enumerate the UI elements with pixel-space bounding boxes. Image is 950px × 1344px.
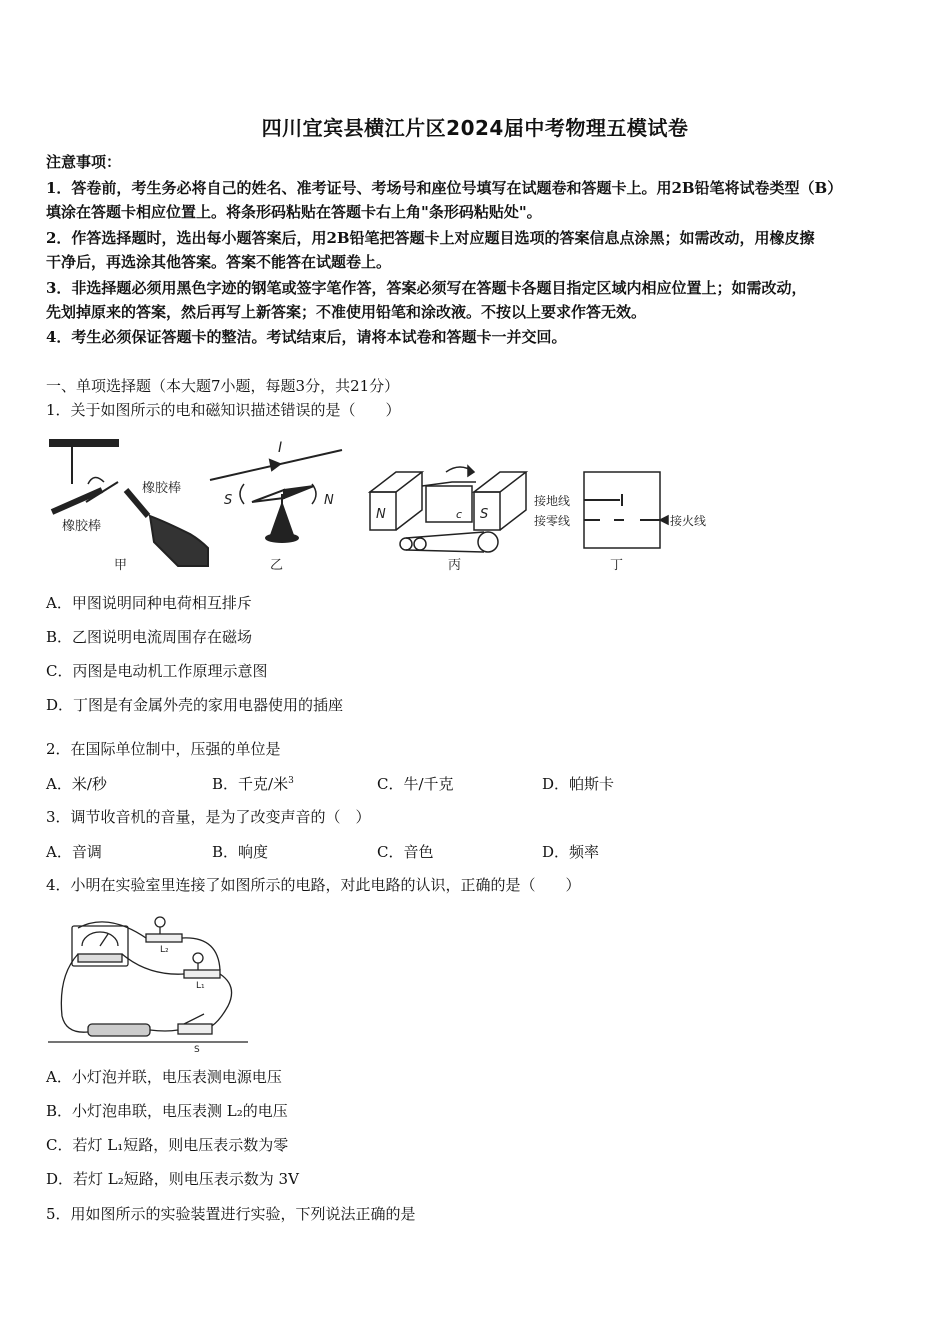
notice-line: 1．答卷前，考生务必将自己的姓名、准考证号、考场号和座位号填写在试题卷和答题卡上。用2B铅笔将试卷类型（B） <box>46 179 843 197</box>
question-3-stem: 3．调节收音机的音量，是为了改变声音的（ ） <box>46 808 371 826</box>
question-4-stem: 4．小明在实验室里连接了如图所示的电路，对此电路的认识，正确的是（ ） <box>46 876 581 894</box>
figure-caption: 乙 <box>270 558 284 573</box>
q4-option-a: A．小灯泡并联，电压表测电源电压 <box>46 1068 282 1086</box>
notice-line: 4．考生必须保证答题卡的整洁。考试结束后，请将本试卷和答题卡一并交回。 <box>46 328 567 346</box>
pole-label: S <box>224 493 233 508</box>
q2-option-c: C．牛/千克 <box>377 775 454 793</box>
socket-label: 接火线 <box>670 514 707 528</box>
socket-label: 接零线 <box>534 514 571 528</box>
q2-option-b-text: B．千克/米 <box>212 775 289 793</box>
q3-options <box>46 841 746 861</box>
q2-option-b <box>212 773 294 794</box>
q4-option-c: C．若灯 L₁短路，则电压表示数为零 <box>46 1136 289 1154</box>
q3-option-d: D．频率 <box>542 843 600 861</box>
figure-caption: 丙 <box>448 558 462 573</box>
switch-label: S <box>194 1045 200 1054</box>
notice-line: 干净后，再选涂其他答案。答案不能答在试题卷上。 <box>46 253 392 271</box>
figure-jia <box>50 440 208 566</box>
magnet-label: S <box>480 507 489 522</box>
q3-option-a: A．音调 <box>46 843 102 861</box>
question-1-stem: 1．关于如图所示的电和磁知识描述错误的是（ ） <box>46 401 401 419</box>
notice-line: 先划掉原来的答案，然后再写上新答案；不准使用铅笔和涂改液。不按以上要求作答无效。 <box>46 303 647 321</box>
figure-bing <box>370 466 526 552</box>
figure-label: 橡胶棒 <box>62 519 102 534</box>
q1-option-b: B．乙图说明电流周围存在磁场 <box>46 628 253 646</box>
q4-circuit-figure <box>48 906 248 1054</box>
q2-option-b-sup: 3 <box>288 776 294 786</box>
q4-option-b: B．小灯泡串联，电压表测 L₂的电压 <box>46 1102 288 1120</box>
q4-option-d: D．若灯 L₂短路，则电压表示数为 3V <box>46 1170 299 1188</box>
current-label: I <box>278 440 283 456</box>
notice-line: 填涂在答题卡相应位置上。将条形码粘贴在答题卡右上角"条形码粘贴处"。 <box>46 203 542 221</box>
q2-option-a: A．米/秒 <box>46 775 107 793</box>
section-heading: 一、单项选择题（本大题7小题，每题3分，共21分） <box>46 377 400 395</box>
notice-heading: 注意事项： <box>46 153 122 171</box>
question-2-stem: 2．在国际单位制中，压强的单位是 <box>46 740 281 758</box>
figure-caption: 甲 <box>114 558 128 573</box>
q3-option-b: B．响度 <box>212 843 269 861</box>
pole-label: N <box>324 493 334 508</box>
lamp-label: L₂ <box>160 945 169 955</box>
q1-figure <box>44 432 724 582</box>
figure-label: 橡胶棒 <box>142 481 182 496</box>
q1-option-a: A．甲图说明同种电荷相互排斥 <box>46 594 252 612</box>
coil-label: c <box>456 508 463 521</box>
question-5-stem: 5．用如图所示的实验装置进行实验，下列说法正确的是 <box>46 1205 416 1223</box>
q1-option-c: C．丙图是电动机工作原理示意图 <box>46 662 268 680</box>
notice-line: 3．非选择题必须用黑色字迹的钢笔或签字笔作答，答案必须写在答题卡各题目指定区域内相应位置上；如需改动， <box>46 279 807 297</box>
notice-line: 2．作答选择题时，选出每小题答案后，用2B铅笔把答题卡上对应题目选项的答案信息点涂黑；如需改动，用橡皮擦 <box>46 229 815 247</box>
figure-caption: 丁 <box>610 558 624 573</box>
lamp-label: L₁ <box>196 981 205 991</box>
circuit-drawing <box>48 917 248 1042</box>
figure-ding <box>584 472 668 548</box>
q3-option-c: C．音色 <box>377 843 434 861</box>
magnet-label: N <box>376 507 386 522</box>
q2-options <box>46 773 746 793</box>
q1-option-d: D．丁图是有金属外壳的家用电器使用的插座 <box>46 696 344 714</box>
socket-label: 接地线 <box>534 494 571 508</box>
page-title: 四川宜宾县横江片区2024届中考物理五模试卷 <box>261 116 689 140</box>
q2-option-d: D．帕斯卡 <box>542 775 615 793</box>
